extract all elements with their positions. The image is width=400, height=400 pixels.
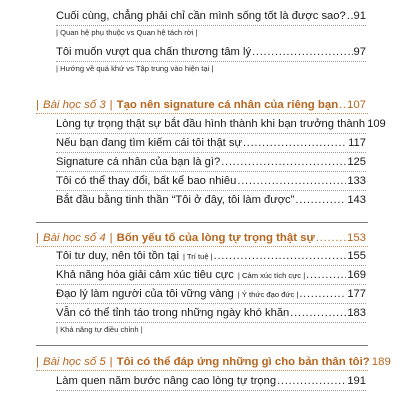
toc-entry[interactable] [56, 118, 386, 131]
toc-entry-page: 109 [367, 118, 386, 130]
toc-entry-title: Tôi có thể thay đổi, bất kể bao nhiêu [56, 175, 237, 187]
leader-dots [237, 175, 346, 188]
toc-entry-title: Tôi tư duy, nên tôi tồn tại [56, 250, 179, 262]
toc-entry[interactable] [56, 375, 366, 388]
toc-entry-page: 125 [347, 156, 366, 168]
toc-entry-page: 143 [347, 194, 366, 206]
dotted-divider [56, 390, 366, 391]
dotted-divider [56, 152, 366, 153]
lesson-page: 107 [346, 99, 366, 111]
toc-entry-page: 191 [347, 375, 366, 387]
toc-entry-title: Đạo lý làm người của tôi vững vàng [56, 288, 234, 300]
lesson-number: Bài học số 5 [42, 356, 106, 368]
leader-dots [316, 231, 346, 245]
toc-entry-title: Nếu bạn đang tìm kiếm cái tôi thật sự [56, 137, 242, 149]
toc-entry-title: Lòng tự trọng thật sự bắt đầu hình thành khi bạn trưởng thành [56, 118, 366, 130]
section-separator [36, 222, 368, 223]
toc-entry[interactable] [56, 10, 366, 23]
toc-entry-page: 183 [347, 307, 366, 319]
toc-entry-page: 155 [347, 250, 366, 262]
toc-subtitle: | Khả năng tự điều chỉnh | [56, 325, 143, 334]
dotted-divider [56, 284, 366, 285]
leader-dots [339, 98, 346, 112]
toc-subtitle: | Hướng về quá khứ vs Tập trung vào hiện tại | [56, 64, 214, 73]
lesson-bar-mid: | [109, 232, 113, 244]
lesson-title: Tôi có thể đáp ứng những gì cho bản thân tôi? [116, 356, 370, 368]
lesson-page: 153 [346, 232, 366, 244]
toc-entry-page: 133 [347, 175, 366, 187]
lesson-title: Bốn yếu tố của lòng tự trọng thật sự [116, 232, 315, 244]
toc-entry-title: Làm quen năm bước nâng cao lòng tự trọng [56, 375, 277, 387]
lesson-heading-3[interactable] [36, 98, 366, 112]
lesson-bar-left: | [36, 99, 39, 111]
leader-dots [221, 156, 346, 169]
dotted-divider [56, 133, 366, 134]
dotted-divider [56, 322, 366, 323]
section-separator [36, 345, 368, 346]
toc-entry[interactable] [56, 156, 366, 169]
leader-dots [347, 10, 353, 23]
toc-entry[interactable] [56, 46, 366, 59]
toc-entry[interactable] [56, 288, 366, 301]
toc-entry-tag: | Cảm xúc tích cực | [237, 271, 306, 280]
leader-dots [214, 250, 347, 263]
lesson-bar-left: | [36, 356, 39, 368]
toc-entry-tag: | Trí tuệ | [182, 252, 213, 261]
toc-entry[interactable] [56, 194, 366, 207]
lesson-page: 189 [371, 356, 391, 368]
lesson-heading-4[interactable] [36, 231, 366, 245]
leader-dots [252, 46, 352, 59]
dotted-divider [56, 25, 366, 26]
dotted-divider [56, 61, 366, 62]
lesson-bar-left: | [36, 232, 39, 244]
toc-entry[interactable] [56, 250, 366, 263]
dotted-divider [36, 370, 368, 371]
dotted-divider [36, 246, 368, 247]
toc-entry-title: Cuối cùng, chẳng phải chỉ cần mình sống tốt là được sao? [56, 10, 346, 22]
toc-entry-tag: | Ý thức đạo đức | [237, 290, 299, 299]
dotted-divider [56, 190, 366, 191]
dotted-divider [36, 113, 368, 114]
dotted-divider [56, 171, 366, 172]
leader-dots [290, 307, 346, 320]
lesson-heading-5[interactable] [36, 355, 391, 369]
lesson-bar-mid: | [109, 99, 113, 111]
lesson-bar-mid: | [109, 356, 113, 368]
leader-dots [243, 137, 347, 150]
toc-entry-title: Vẫn có thể tỉnh táo trong những ngày khó khăn [56, 307, 290, 319]
toc-subtitle: | Quan hệ phụ thuộc vs Quan hệ tách rời | [56, 28, 198, 37]
toc-entry-page: 117 [348, 137, 366, 149]
toc-entry-page: 97 [353, 46, 366, 58]
toc-entry-title: Bắt đầu bằng tinh thần “Tôi ở đây, tôi làm được” [56, 194, 295, 206]
toc-entry-title: Signature cá nhân của bạn là gì? [56, 156, 221, 168]
toc-entry-title: Khả năng hóa giải cảm xúc tiêu cực [56, 269, 234, 281]
lesson-title: Tạo nên signature cá nhân của riêng bạn [116, 99, 339, 111]
toc-entry[interactable] [56, 307, 366, 320]
leader-dots [306, 269, 346, 282]
toc-entry-page: 169 [347, 269, 366, 281]
toc-entry-title: Tôi muốn vượt qua chấn thương tâm lý [56, 46, 252, 58]
toc-entry[interactable] [56, 269, 366, 282]
toc-entry-page: 177 [347, 288, 366, 300]
toc-entry[interactable] [56, 137, 366, 150]
toc-entry-page: 91 [353, 10, 366, 22]
toc-entry[interactable] [56, 175, 366, 188]
dotted-divider [56, 265, 366, 266]
dotted-divider [56, 303, 366, 304]
leader-dots [277, 375, 346, 388]
lesson-number: Bài học số 4 [42, 232, 106, 244]
lesson-number: Bài học số 3 [42, 99, 106, 111]
leader-dots [295, 194, 346, 207]
leader-dots [299, 288, 346, 301]
